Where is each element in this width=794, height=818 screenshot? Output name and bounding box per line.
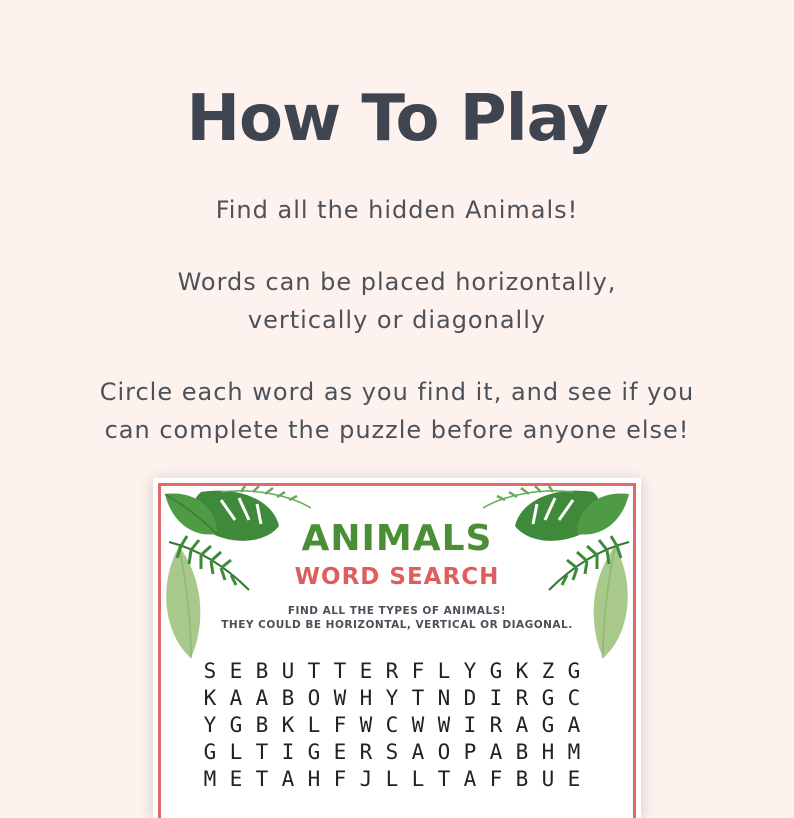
- grid-letter: T: [255, 740, 269, 764]
- page-heading: How To Play: [186, 82, 608, 156]
- grid-row: [197, 739, 587, 766]
- grid-letter: R: [515, 686, 529, 710]
- grid-letter: S: [203, 659, 217, 683]
- grid-letter: E: [333, 740, 347, 764]
- grid-row: [197, 685, 587, 712]
- grid-letter: H: [359, 686, 373, 710]
- grid-letter: G: [489, 659, 503, 683]
- grid-letter: Z: [541, 659, 555, 683]
- grid-letter: F: [411, 659, 425, 683]
- grid-letter: O: [307, 686, 321, 710]
- grid-letter: A: [411, 740, 425, 764]
- grid-letter: L: [307, 713, 321, 737]
- grid-letter: N: [437, 686, 451, 710]
- grid-letter: U: [541, 767, 555, 791]
- grid-letter: Y: [463, 659, 477, 683]
- grid-letter: B: [515, 767, 529, 791]
- grid-letter: T: [333, 659, 347, 683]
- grid-letter: I: [489, 686, 503, 710]
- grid-letter: O: [437, 740, 451, 764]
- grid-letter: K: [203, 686, 217, 710]
- grid-letter: L: [411, 767, 425, 791]
- grid-letter: C: [385, 713, 399, 737]
- instruction-circle-line2: can complete the puzzle before anyone else!: [104, 416, 690, 444]
- puzzle-preview-card: [153, 478, 641, 818]
- instruction-placement-line1: Words can be placed horizontally,: [177, 268, 617, 296]
- grid-letter: W: [437, 713, 451, 737]
- grid-letter: S: [385, 740, 399, 764]
- instruction-placement-line2: vertically or diagonally: [247, 306, 547, 334]
- grid-letter: E: [359, 659, 373, 683]
- card-instruction-line2: THEY COULD BE HORIZONTAL, VERTICAL OR DIAGONAL.: [221, 619, 573, 631]
- grid-letter: L: [385, 767, 399, 791]
- grid-letter: A: [489, 740, 503, 764]
- grid-letter: E: [229, 659, 243, 683]
- grid-letter: A: [281, 767, 295, 791]
- grid-letter: C: [567, 686, 581, 710]
- grid-letter: K: [281, 713, 295, 737]
- grid-letter: I: [463, 713, 477, 737]
- grid-letter: A: [463, 767, 477, 791]
- grid-letter: R: [385, 659, 399, 683]
- grid-letter: H: [307, 767, 321, 791]
- grid-letter: T: [411, 686, 425, 710]
- grid-letter: A: [567, 713, 581, 737]
- grid-letter: F: [489, 767, 503, 791]
- grid-letter: H: [541, 740, 555, 764]
- grid-letter: W: [333, 686, 347, 710]
- grid-letter: Y: [203, 713, 217, 737]
- grid-letter: B: [515, 740, 529, 764]
- card-instruction-line1: FIND ALL THE TYPES OF ANIMALS!: [287, 605, 507, 617]
- grid-letter: G: [203, 740, 217, 764]
- grid-letter: L: [229, 740, 243, 764]
- grid-letter: R: [489, 713, 503, 737]
- grid-letter: E: [229, 767, 243, 791]
- grid-letter: F: [333, 713, 347, 737]
- grid-letter: F: [333, 767, 347, 791]
- grid-letter: G: [541, 713, 555, 737]
- grid-letter: T: [437, 767, 451, 791]
- grid-letter: M: [203, 767, 217, 791]
- grid-letter: L: [437, 659, 451, 683]
- grid-letter: K: [515, 659, 529, 683]
- grid-row: [197, 658, 587, 685]
- grid-letter: T: [255, 767, 269, 791]
- grid-letter: B: [281, 686, 295, 710]
- card-title: ANIMALS: [301, 518, 493, 559]
- grid-letter: M: [567, 740, 581, 764]
- grid-letter: B: [255, 713, 269, 737]
- grid-letter: D: [463, 686, 477, 710]
- grid-letter: E: [567, 767, 581, 791]
- card-subtitle: WORD SEARCH: [294, 564, 500, 590]
- grid-letter: T: [307, 659, 321, 683]
- grid-letter: U: [281, 659, 295, 683]
- grid-row: [197, 766, 587, 793]
- instruction-circle-line1: Circle each word as you find it, and see if you: [99, 378, 695, 406]
- grid-letter: P: [463, 740, 477, 764]
- grid-letter: A: [229, 686, 243, 710]
- grid-letter: G: [541, 686, 555, 710]
- grid-letter: J: [359, 767, 373, 791]
- grid-letter: W: [411, 713, 425, 737]
- instruction-find: Find all the hidden Animals!: [215, 196, 579, 224]
- grid-letter: W: [359, 713, 373, 737]
- grid-letter: R: [359, 740, 373, 764]
- grid-letter: G: [307, 740, 321, 764]
- grid-letter: A: [515, 713, 529, 737]
- letter-grid: [197, 658, 587, 793]
- grid-letter: G: [229, 713, 243, 737]
- grid-letter: G: [567, 659, 581, 683]
- grid-row: [197, 712, 587, 739]
- grid-letter: A: [255, 686, 269, 710]
- grid-letter: I: [281, 740, 295, 764]
- grid-letter: B: [255, 659, 269, 683]
- grid-letter: Y: [385, 686, 399, 710]
